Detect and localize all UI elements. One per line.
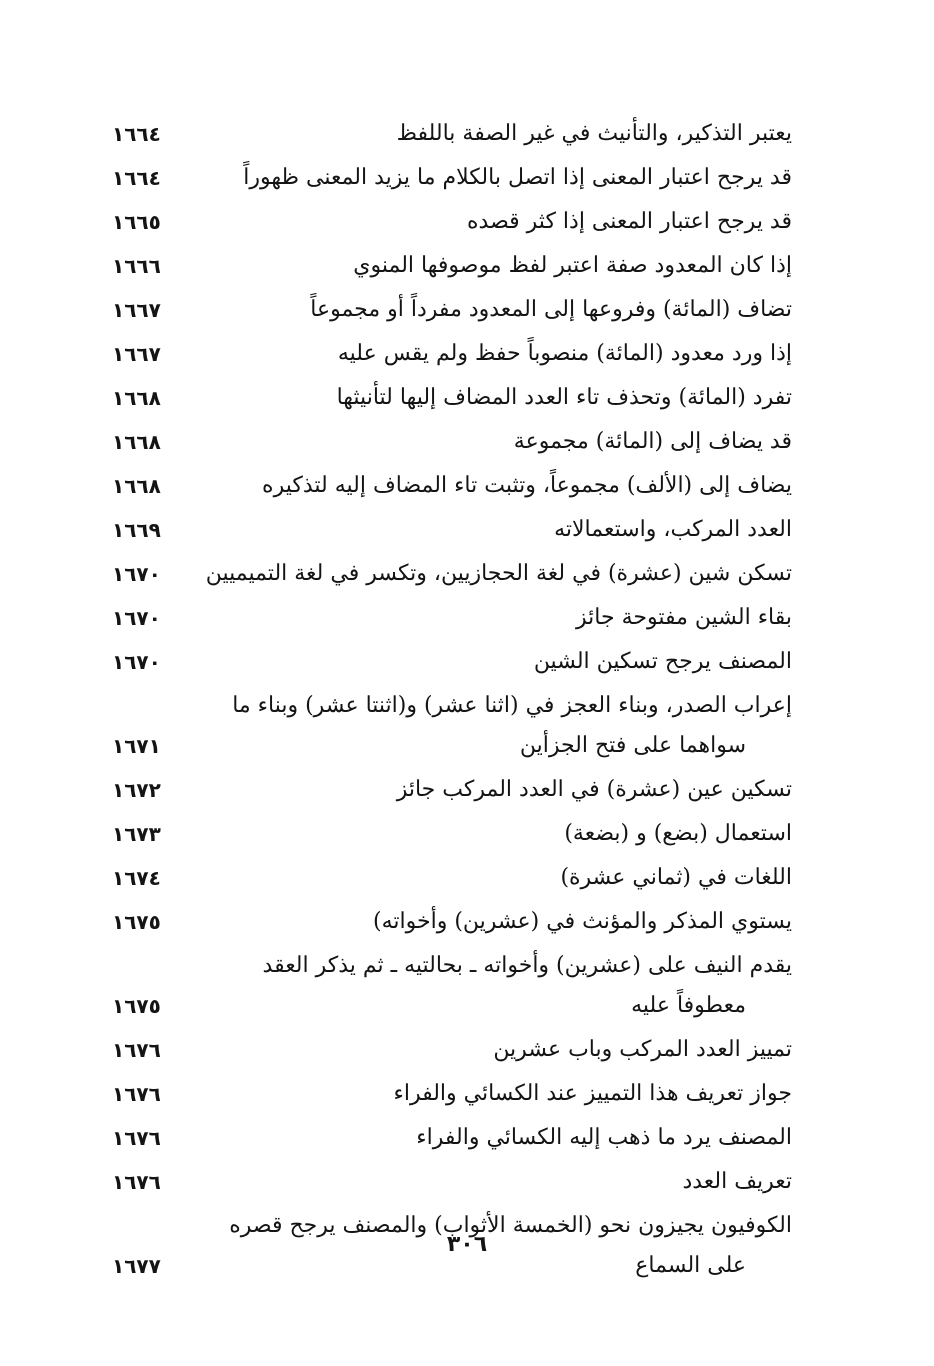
entry-title-line: إذا ورد معدود (المائة) منصوباً حفظ ولم يقس عليه [337, 341, 792, 366]
entry-title [393, 1074, 792, 1114]
entry-title [310, 290, 792, 330]
index-entry [112, 766, 792, 810]
entry-title-line: يستوي المذكر والمؤنث في (عشرين) وأخواته) [373, 909, 792, 934]
entry-page-number: ١٦٦٧ [112, 342, 161, 366]
index-entry [112, 374, 792, 418]
page-number: ٣٠٦ [446, 1232, 488, 1257]
index-entry [112, 154, 792, 198]
entry-title [263, 946, 792, 1026]
entry-page-number: ١٦٦٥ [112, 210, 161, 234]
entry-title [206, 554, 792, 594]
entry-title-line: تعريف العدد [682, 1169, 792, 1194]
entry-page-number: ١٦٦٨ [112, 474, 161, 498]
entry-title-line: يقدم النيف على (عشرين) وأخواته ـ بحالتيه ـ ثم يذكر العقد [262, 953, 792, 978]
entry-title [493, 1030, 792, 1070]
entry-title [397, 770, 792, 810]
index-entry [112, 330, 792, 374]
entry-title-continuation: معطوفاً عليه [631, 993, 746, 1018]
entry-page-number: ١٦٦٨ [112, 386, 161, 410]
entry-title-line: المصنف يرجح تسكين الشين [533, 649, 792, 674]
entry-page-number: ١٦٦٦ [112, 254, 161, 278]
index-entry [112, 638, 792, 682]
index-entry [112, 898, 792, 942]
entry-page-number: ١٦٧٠ [112, 650, 161, 674]
entry-title [338, 334, 792, 374]
entry-title [262, 466, 792, 506]
entry-title-line: اللغات في (ثماني عشرة) [560, 865, 792, 890]
entry-page-number: ١٦٧٦ [112, 1170, 161, 1194]
entry-title-line: قد يرجح اعتبار المعنى إذا كثر قصده [467, 209, 792, 234]
index-entry [112, 810, 792, 854]
entry-title-line: إذا كان المعدود صفة اعتبر لفظ موصوفها المنوي [353, 253, 792, 278]
entry-title [397, 114, 792, 154]
entry-page-number: ١٦٧٠ [112, 606, 161, 630]
index-entry [112, 286, 792, 330]
entry-title-line: العدد المركب، واستعمالاته [554, 517, 792, 542]
entry-title-line: قد يضاف إلى (المائة) مجموعة [513, 429, 792, 454]
entry-title [560, 858, 792, 898]
index-entry [112, 242, 792, 286]
entry-page-number: ١٦٧٣ [112, 822, 161, 846]
entry-title-line: استعمال (بضع) و (بضعة) [564, 821, 792, 846]
entry-page-number: ١٦٧٢ [112, 778, 161, 802]
entry-title-line: تسكين عين (عشرة) في العدد المركب جائز [396, 777, 792, 802]
entry-page-number: ١٦٦٩ [112, 518, 161, 542]
entry-title-line: المصنف يرد ما ذهب إليه الكسائي والفراء [416, 1125, 792, 1150]
index-entry [112, 1158, 792, 1202]
index-entry [112, 594, 792, 638]
index-entry [112, 462, 792, 506]
index-entry [112, 1114, 792, 1158]
entry-title-line: يضاف إلى (الألف) مجموعاً، وتثبت تاء المضاف إليه لتذكيره [262, 473, 792, 498]
entry-page-number: ١٦٧٧ [112, 1254, 161, 1278]
entry-title-line: يعتبر التذكير، والتأنيث في غير الصفة باللفظ [396, 121, 792, 146]
entry-title-line: تسكن شين (عشرة) في لغة الحجازيين، وتكسر في لغة التميميين [205, 561, 792, 586]
entry-title-continuation: على السماع [635, 1253, 746, 1278]
index-entry [112, 198, 792, 242]
entry-page-number: ١٦٦٨ [112, 430, 161, 454]
index-entry [112, 1070, 792, 1114]
entry-title-line: الكوفيون يجيزون نحو (الخمسة الأثواب) والمصنف يرجح قصره [229, 1213, 792, 1238]
index-entry [112, 682, 792, 766]
entry-page-number: ١٦٦٤ [112, 122, 161, 146]
entry-title [534, 642, 792, 682]
entry-page-number: ١٦٧١ [112, 734, 161, 758]
entry-title-line: تفرد (المائة) وتحذف تاء العدد المضاف إليها لتأنيثها [336, 385, 792, 410]
index-entry [112, 942, 792, 1026]
entry-title-line: إعراب الصدر، وبناء العجز في (اثنا عشر) و(اثنتا عشر) وبناء ما [232, 693, 792, 718]
entry-title [576, 598, 792, 638]
entry-page-number: ١٦٧٦ [112, 1038, 161, 1062]
entry-page-number: ١٦٧٥ [112, 994, 161, 1018]
entry-title-line: قد يرجح اعتبار المعنى إذا اتصل بالكلام ما يزيد المعنى ظهوراً [243, 165, 792, 190]
entry-page-number: ١٦٦٤ [112, 166, 161, 190]
entry-title [682, 1162, 792, 1202]
index-entry [112, 506, 792, 550]
entry-page-number: ١٦٧٦ [112, 1082, 161, 1106]
entry-title [467, 202, 792, 242]
entry-title [373, 902, 792, 942]
entry-title-line: تضاف (المائة) وفروعها إلى المعدود مفرداً أو مجموعاً [310, 297, 792, 322]
index-entry [112, 1026, 792, 1070]
entry-title [337, 378, 792, 418]
entry-title [353, 246, 792, 286]
entry-page-number: ١٦٧٤ [112, 866, 161, 890]
entry-title [514, 422, 792, 462]
index-entry [112, 854, 792, 898]
entry-title [554, 510, 792, 550]
entry-title [564, 814, 792, 854]
entry-title [243, 158, 792, 198]
entry-title [416, 1118, 792, 1158]
entry-page-number: ١٦٦٧ [112, 298, 161, 322]
entry-title-continuation: سواهما على فتح الجزأين [519, 733, 746, 758]
entry-title-line: تمييز العدد المركب وباب عشرين [493, 1037, 792, 1062]
index-entry [112, 110, 792, 154]
entry-title-line: جواز تعريف هذا التمييز عند الكسائي والفراء [393, 1081, 792, 1106]
entry-page-number: ١٦٧٥ [112, 910, 161, 934]
index-entry [112, 550, 792, 594]
entry-title [232, 686, 792, 766]
entry-page-number: ١٦٧٠ [112, 562, 161, 586]
entry-title-line: بقاء الشين مفتوحة جائز [576, 605, 792, 630]
entry-page-number: ١٦٧٦ [112, 1126, 161, 1150]
index-entry [112, 418, 792, 462]
index-list [112, 110, 792, 1286]
